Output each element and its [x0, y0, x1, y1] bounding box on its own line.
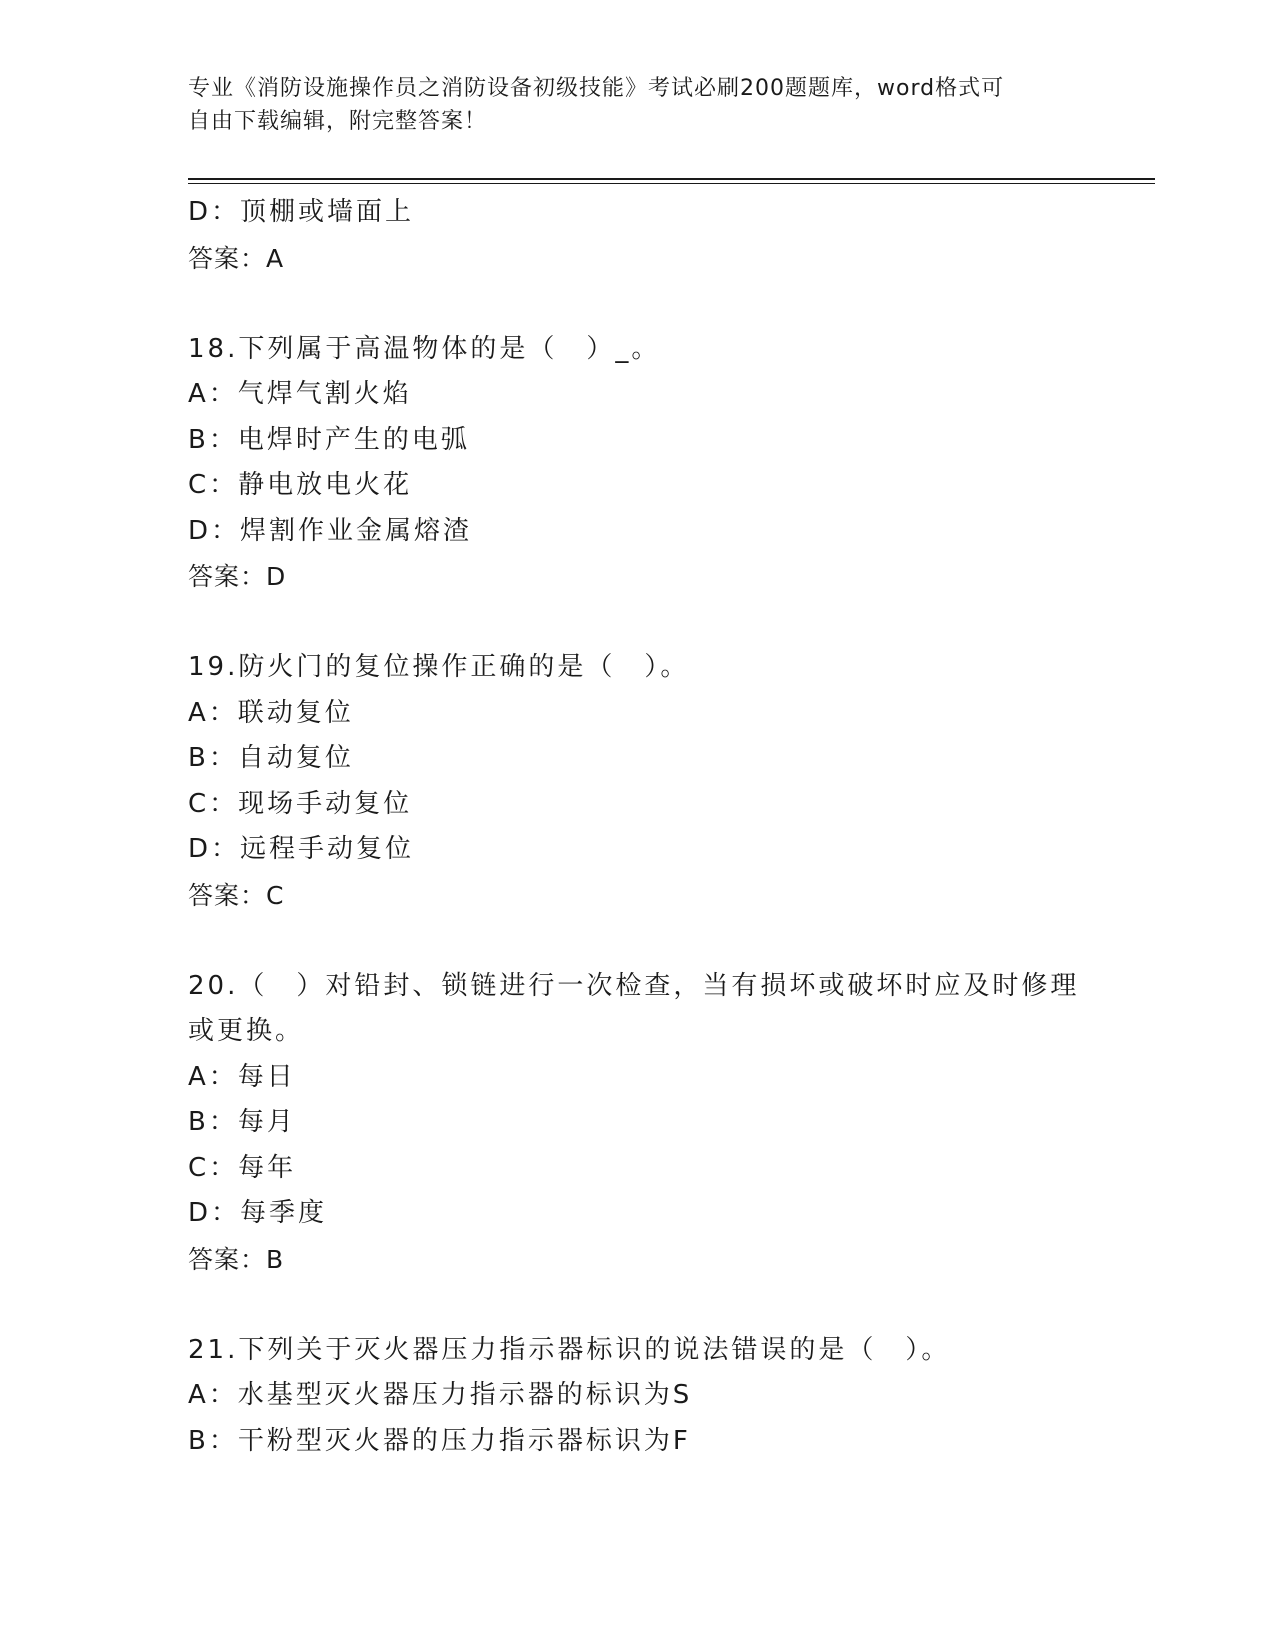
option-a: A：联动复位: [188, 697, 354, 728]
question-20: [188, 964, 1088, 1283]
spacer: [188, 600, 1088, 646]
header-title-line-1: 专业《消防设施操作员之消防设备初级技能》考试必刷200题题库，word格式可: [188, 76, 1005, 101]
option-b: B：每月: [188, 1107, 296, 1137]
spacer: [188, 1282, 1088, 1328]
option-a: A：水基型灭火器压力指示器的标识为S: [188, 1380, 693, 1410]
answer-line: 答案：D: [188, 562, 287, 591]
header-divider-thick: [188, 178, 1155, 180]
question-list: [188, 190, 1088, 1464]
page-header: [188, 72, 1068, 138]
option-d: D：远程手动复位: [188, 834, 415, 864]
question-stem-line-1: 20.（ ）对铅封、锁链进行一次检查，当有损坏或破坏时应及时修理: [188, 970, 1080, 1001]
option-a: A：气焊气割火焰: [188, 379, 412, 409]
question-stem: 18.下列属于高温物体的是（ ）_。: [188, 333, 661, 364]
question-21: [188, 1328, 1088, 1465]
option-b: B：干粉型灭火器的压力指示器标识为F: [188, 1425, 691, 1456]
option-d: D：焊割作业金属熔渣: [188, 515, 473, 546]
question-stem: 21.下列关于灭火器压力指示器标识的说法错误的是（ ）。: [188, 1334, 951, 1365]
option-c: C：现场手动复位: [188, 788, 413, 819]
question-stem-line-2: 或更换。: [188, 1016, 305, 1046]
question-18: [188, 327, 1088, 600]
answer-line: 答案：C: [188, 880, 285, 910]
header-divider-thin: [188, 183, 1155, 184]
option-b: B：电焊时产生的电弧: [188, 424, 470, 455]
question-stem: 19.防火门的复位操作正确的是（ ）。: [188, 652, 690, 682]
question-19: [188, 645, 1088, 918]
option-b: B：自动复位: [188, 743, 354, 773]
option-d: D：顶棚或墙面上: [188, 197, 415, 227]
option-c: C：静电放电火花: [188, 470, 413, 500]
previous-question-tail: [188, 190, 1088, 281]
option-c: C：每年: [188, 1152, 297, 1183]
option-d: D：每季度: [188, 1198, 328, 1228]
header-title-line-2: 自由下载编辑，附完整答案！: [188, 109, 488, 134]
answer-line: 答案：A: [188, 243, 285, 273]
option-a: A：每日: [188, 1061, 296, 1092]
spacer: [188, 918, 1088, 964]
answer-line: 答案：B: [188, 1244, 285, 1274]
spacer: [188, 281, 1088, 327]
